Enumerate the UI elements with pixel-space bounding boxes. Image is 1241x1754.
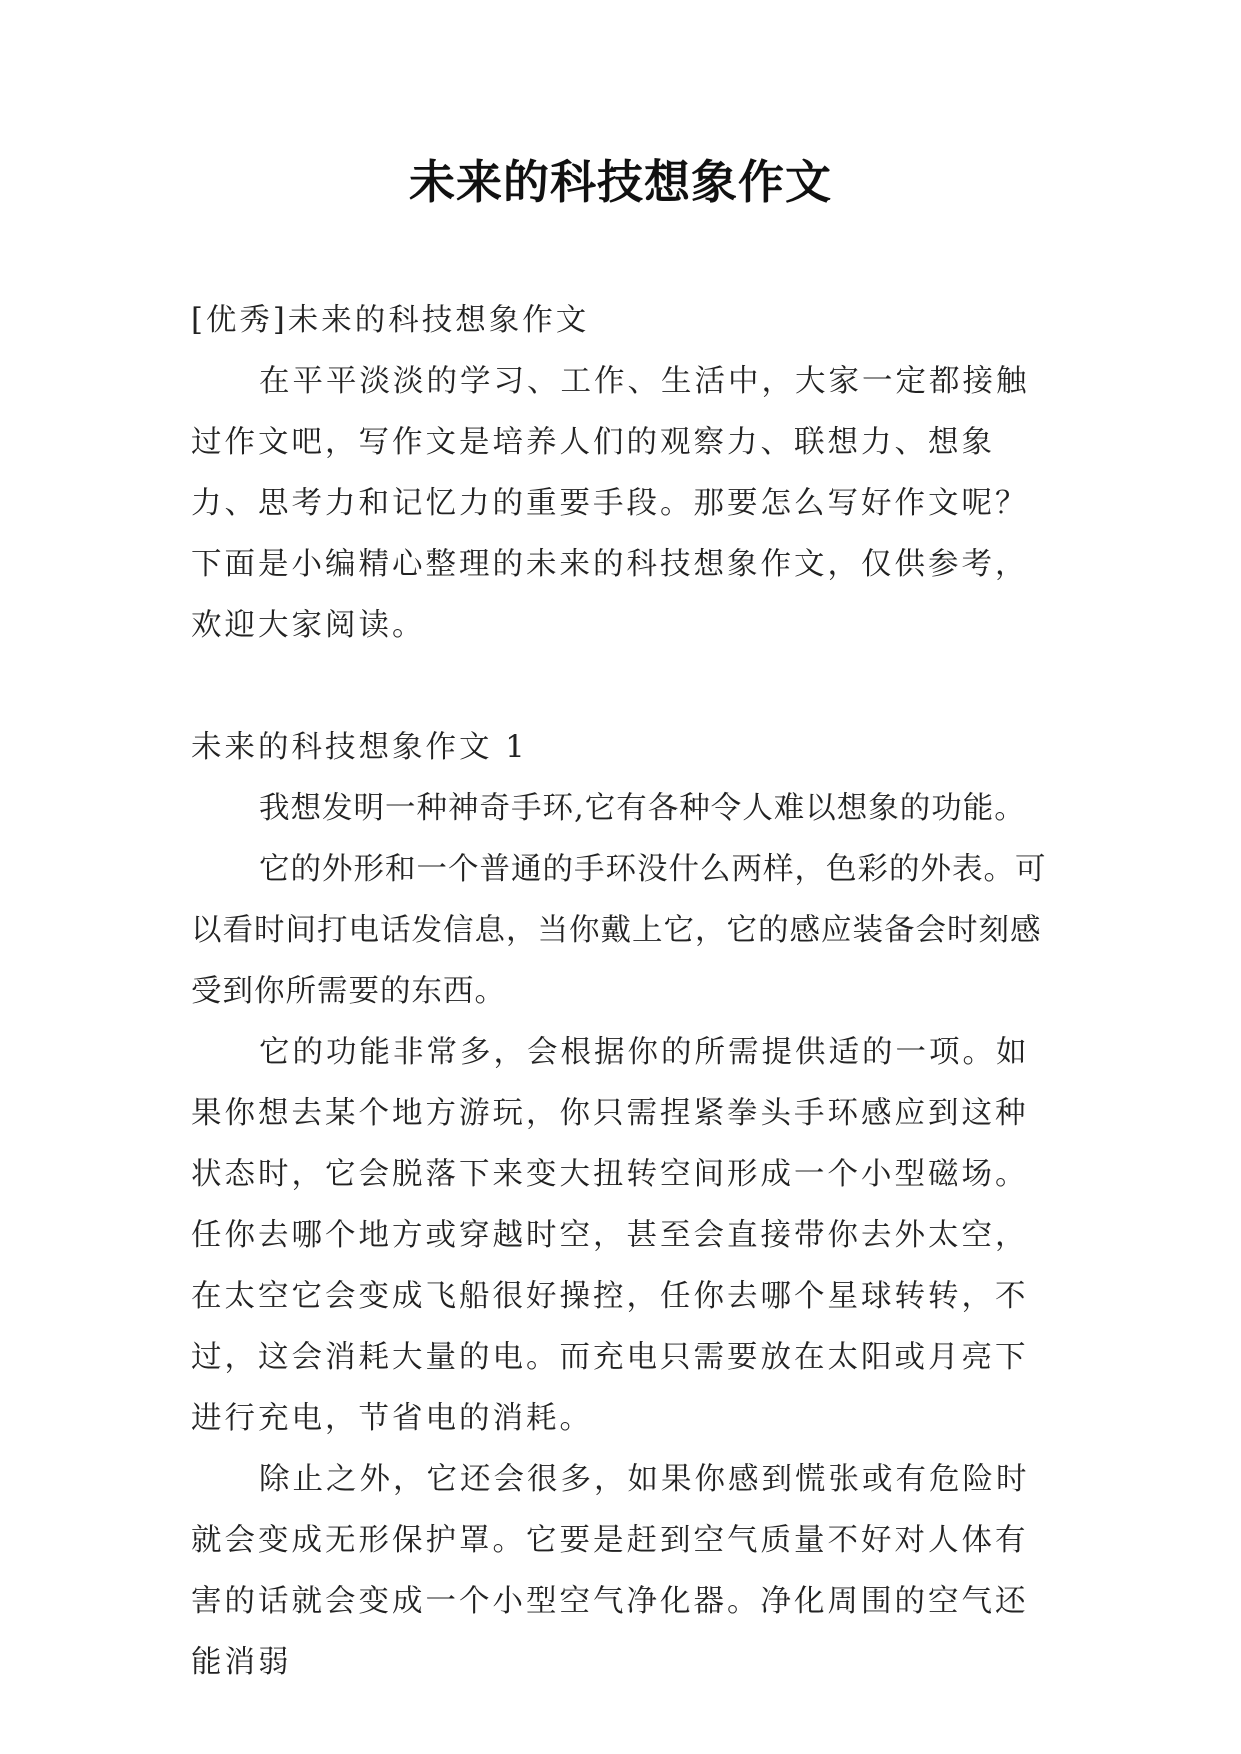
intro-paragraph: 在平平淡淡的学习、工作、生活中，大家一定都接触过作文吧，写作文是培养人们的观察力、联想力、想象力、思考力和记忆力的重要手段。那要怎么写好作文呢？下面是小编精心整理的未来的科技想象作文，仅供参考，欢迎大家阅读。 (191, 364, 1030, 643)
essay-paragraph-1: 我想发明一种神奇手环,它有各种令人难以想象的功能。 (259, 791, 1026, 826)
essay-paragraph-3: 它的功能非常多，会根据你的所需提供适的一项。如果你想去某个地方游玩，你只需捏紧拳头手环感应到这种状态时，它会脱落下来变大扭转空间形成一个小型磁场。任你去哪个地方或穿越时空，甚至会直接带你去外太空，在太空它会变成飞船很好操控，任你去哪个星球转转，不过，这会消耗大量的电。而充电只需要放在太阳或月亮下进行充电，节省电的消耗。 (191, 1035, 1030, 1436)
document-subtitle: [优秀]未来的科技想象作文 (191, 303, 590, 338)
document-title: 未来的科技想象作文 (409, 155, 832, 209)
document-body (191, 290, 1051, 1693)
essay-paragraph-4: 除止之外，它还会很多，如果你感到慌张或有危险时就会变成无形保护罩。它要是赶到空气质量不好对人体有害的话就会变成一个小型空气净化器。净化周围的空气还能消弱 (191, 1462, 1030, 1680)
section-heading: 未来的科技想象作文 1 (191, 730, 528, 765)
essay-paragraph-2: 它的外形和一个普通的手环没什么两样，色彩的外表。可以看时间打电话发信息，当你戴上它，它的感应装备会时刻感受到你所需要的东西。 (191, 852, 1047, 1009)
